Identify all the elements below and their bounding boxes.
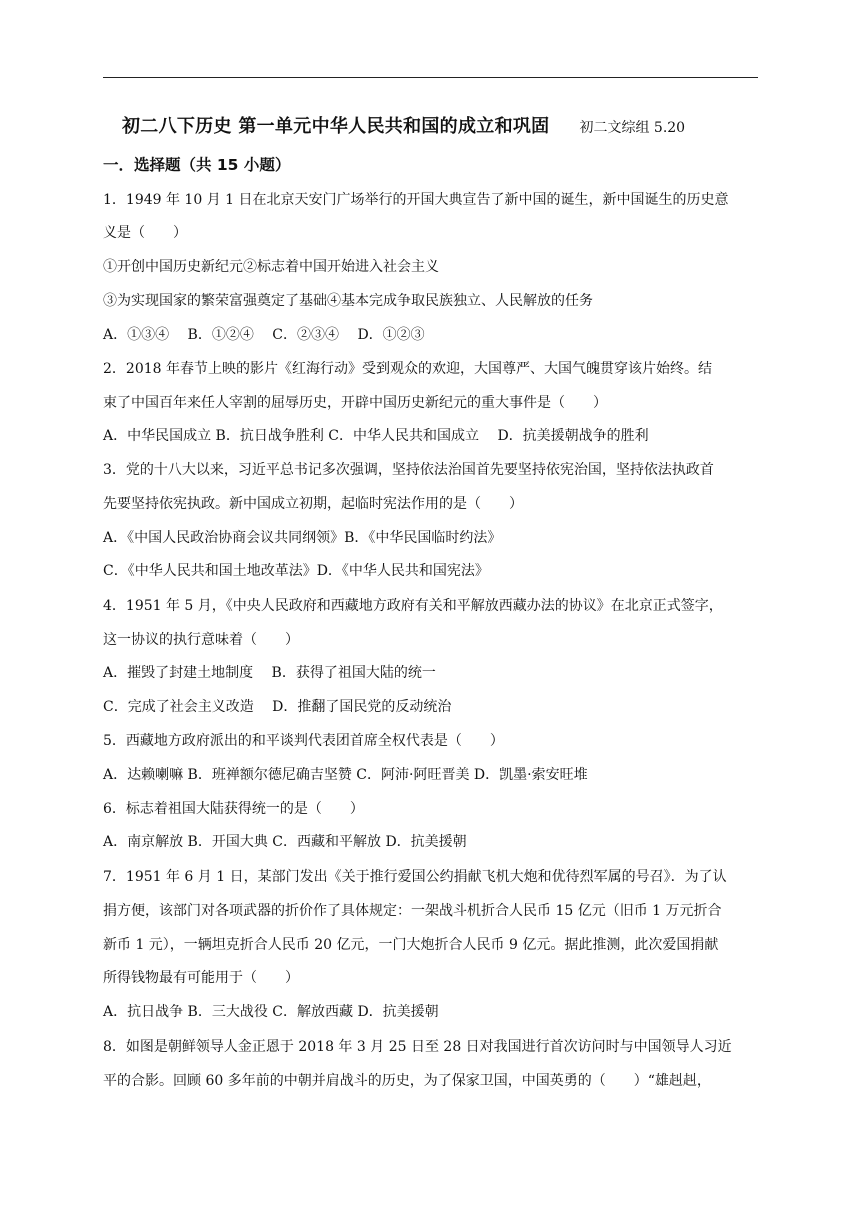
page-title: 初二八下历史 第一单元中华人民共和国的成立和巩固 <box>122 116 550 137</box>
text-line: ③为实现国家的繁荣富强奠定了基础④基本完成争取民族独立、人民解放的任务 <box>103 293 593 309</box>
title-row <box>122 112 782 142</box>
text-line: A．抗日战争 B．三大战役 C．解放西藏 D．抗美援朝 <box>103 1004 439 1020</box>
text-line: A．南京解放 B．开国大典 C．西藏和平解放 D．抗美援朝 <box>103 834 467 850</box>
text-line: A．中华民国成立 B．抗日战争胜利 C．中华人民共和国成立 D．抗美援朝战争的胜利 <box>103 428 649 444</box>
text-line: 6．标志着祖国大陆获得统一的是（ ） <box>103 801 364 817</box>
text-line: 所得钱物最有可能用于（ ） <box>103 970 299 986</box>
text-line: A．①③④ B．①②④ C．②③④ D．①②③ <box>103 327 425 343</box>
group-note: 初二文综组 5.20 <box>579 120 686 136</box>
text-line: 1．1949 年 10 月 1 日在北京天安门广场举行的开国大典宣告了新中国的诞生，新中国诞生的历史意 <box>103 192 729 208</box>
text-line: 3．党的十八大以来，习近平总书记多次强调，坚持依法治国首先要坚持依宪治国，坚持依法执政首 <box>103 462 714 478</box>
text-line: 2．2018 年春节上映的影片《红海行动》受到观众的欢迎，大国尊严、大国气魄贯穿该片始终。结 <box>103 361 712 377</box>
text-line: 这一协议的执行意味着（ ） <box>103 632 299 648</box>
text-line: 先要坚持依宪执政。新中国成立初期，起临时宪法作用的是（ ） <box>103 496 523 512</box>
text-line: 7．1951 年 6 月 1 日，某部门发出《关于推行爱国公约捐献飞机大炮和优待烈军属的号召》．为了认 <box>103 869 727 885</box>
text-line: A．摧毁了封建土地制度 B．获得了祖国大陆的统一 <box>103 665 436 681</box>
text-line: A．《中国人民政治协商会议共同纲领》B．《中华民国临时约法》 <box>103 530 502 546</box>
text-line: 捐方便，该部门对各项武器的折价作了具体规定：一架战斗机折合人民币 15 亿元（旧币 1 万元折合 <box>103 903 722 919</box>
text-line: 义是（ ） <box>103 225 187 241</box>
text-line: C．《中华人民共和国土地改革法》D．《中华人民共和国宪法》 <box>103 563 489 579</box>
text-line: 5．西藏地方政府派出的和平谈判代表团首席全权代表是（ ） <box>103 733 504 749</box>
section-heading: 一．选择题（共 15 小题） <box>103 156 291 174</box>
text-line: ①开创中国历史新纪元②标志着中国开始进入社会主义 <box>103 259 439 275</box>
text-line: 4．1951 年 5 月，《中央人民政府和西藏地方政府有关和平解放西藏办法的协议》在北京正式签字， <box>103 598 723 614</box>
text-line: 8．如图是朝鲜领导人金正恩于 2018 年 3 月 25 日至 28 日对我国进行首次访问时与中国领导人习近 <box>103 1039 732 1055</box>
text-line: 束了中国百年来任人宰割的屈辱历史，开辟中国历史新纪元的重大事件是（ ） <box>103 395 607 411</box>
text-line: A．达赖喇嘛 B．班禅额尔德尼确吉坚赞 C．阿沛·阿旺晋美 D．凯墨·索安旺堆 <box>103 767 588 783</box>
header-rule <box>103 77 758 78</box>
text-line: 平的合影。回顾 60 多年前的中朝并肩战斗的历史，为了保家卫国，中国英勇的（ ）“雄赳赳， <box>103 1073 711 1089</box>
text-line: 新币 1 元），一辆坦克折合人民币 20 亿元，一门大炮折合人民币 9 亿元。据此推测，此次爱国捐献 <box>103 937 719 953</box>
text-line: C．完成了社会主义改造 D．推翻了国民党的反动统治 <box>103 699 452 715</box>
